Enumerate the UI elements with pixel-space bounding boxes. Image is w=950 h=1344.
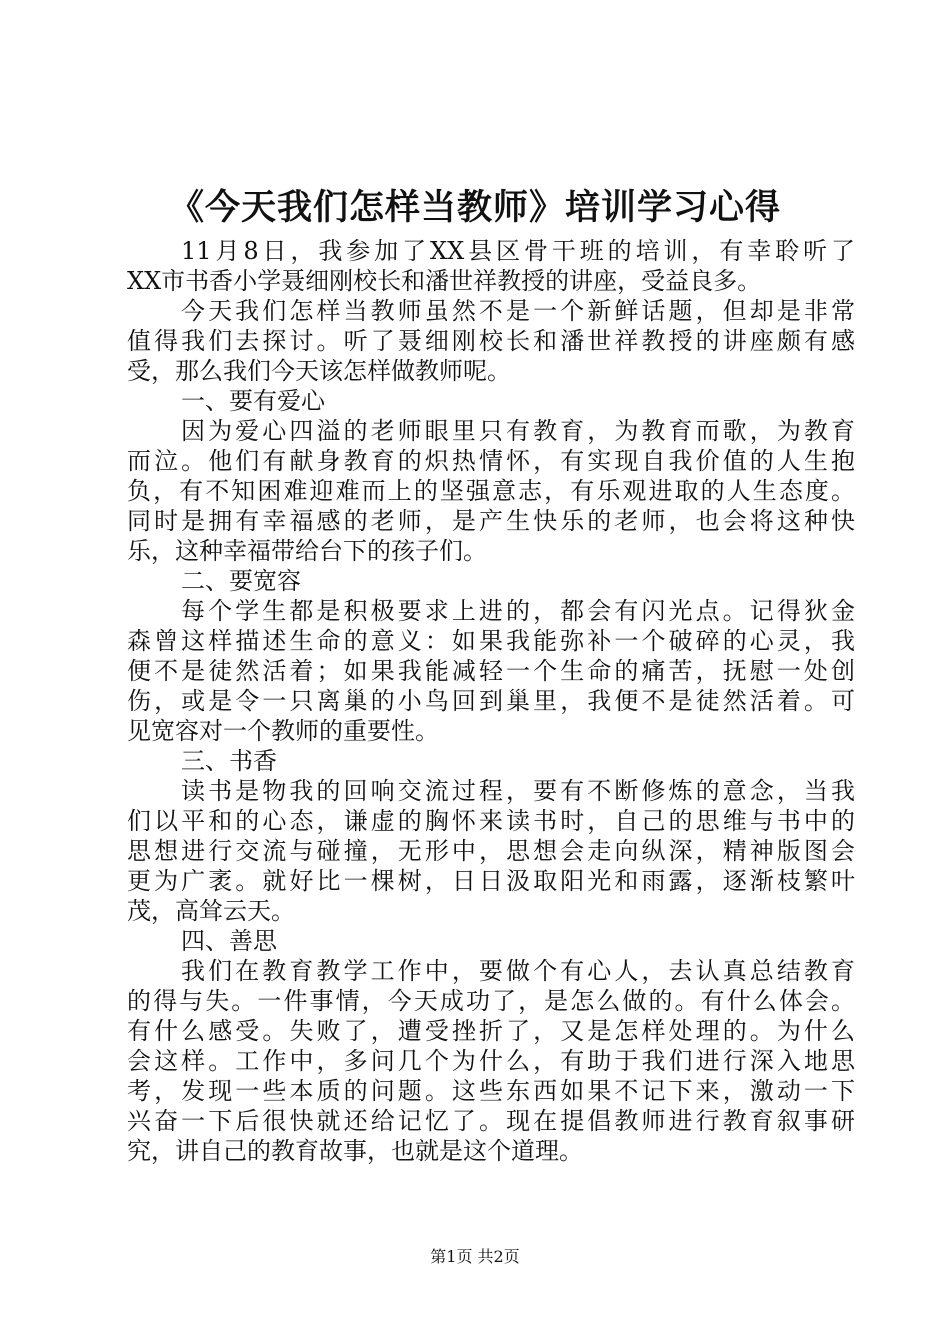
text-line: 值得我们去探讨。听了聂细刚校长和潘世祥教授的讲座颇有感 [127,327,855,355]
text-line: 便不是徒然活着；如果我能减轻一个生命的痛苦，抚慰一处创 [127,657,855,685]
text-line: 茂，高耸云天。 [127,897,295,925]
text-line: 负，有不知困难迎难而上的坚强意志，有乐观进取的人生态度。 [127,477,855,505]
document-body [127,236,855,1166]
text-line: 乐，这种幸福带给台下的孩子们。 [127,537,487,565]
text-line: 三、书香 [181,747,277,775]
text-line: 更为广袤。就好比一棵树，日日汲取阳光和雨露，逐渐枝繁叶 [127,867,855,895]
document-title: 《今天我们怎样当教师》培训学习心得 [168,187,781,228]
text-line: 因为爱心四溢的老师眼里只有教育，为教育而歌，为教育 [181,417,855,445]
text-line: 见宽容对一个教师的重要性。 [127,717,439,745]
text-line: XX市书香小学聂细刚校长和潘世祥教授的讲座，受益良多。 [127,267,762,295]
text-line: 一、要有爱心 [181,387,325,415]
text-line: 的得与失。一件事情，今天成功了，是怎么做的。有什么体会。 [127,987,855,1015]
text-line: 会这样。工作中，多问几个为什么，有助于我们进行深入地思 [127,1047,855,1075]
text-line: 读书是物我的回响交流过程，要有不断修炼的意念，当我 [181,777,855,805]
text-line: 兴奋一下后很快就还给记忆了。现在提倡教师进行教育叙事研 [127,1107,855,1135]
text-line: 究，讲自己的教育故事，也就是这个道理。 [127,1137,583,1165]
text-line: 四、善思 [181,927,277,955]
text-line: 每个学生都是积极要求上进的，都会有闪光点。记得狄金 [181,597,855,625]
text-line: 同时是拥有幸福感的老师，是产生快乐的老师，也会将这种快 [127,507,855,535]
text-line: 考，发现一些本质的问题。这些东西如果不记下来，激动一下 [127,1077,855,1105]
text-line: 们以平和的心态，谦虚的胸怀来读书时，自己的思维与书中的 [127,807,855,835]
text-line: 今天我们怎样当教师虽然不是一个新鲜话题，但却是非常 [181,297,855,325]
text-line: 森曾这样描述生命的意义：如果我能弥补一个破碎的心灵，我 [127,627,855,655]
text-line: 二、要宽容 [181,567,301,595]
text-line: 受，那么我们今天该怎样做教师呢。 [127,357,511,385]
text-line: 有什么感受。失败了，遭受挫折了，又是怎样处理的。为什么 [127,1017,855,1045]
page-footer: 第1页 共2页 [430,1247,520,1266]
text-line: 思想进行交流与碰撞，无形中，思想会走向纵深，精神版图会 [127,837,855,865]
text-line: 而泣。他们有献身教育的炽热情怀，有实现自我价值的人生抱 [127,447,855,475]
text-line: 伤，或是令一只离巢的小鸟回到巢里，我便不是徒然活着。可 [127,687,855,715]
text-line: 我们在教育教学工作中，要做个有心人，去认真总结教育 [181,957,855,985]
text-line: 11月8日，我参加了XX县区骨干班的培训，有幸聆听了 [181,237,855,265]
